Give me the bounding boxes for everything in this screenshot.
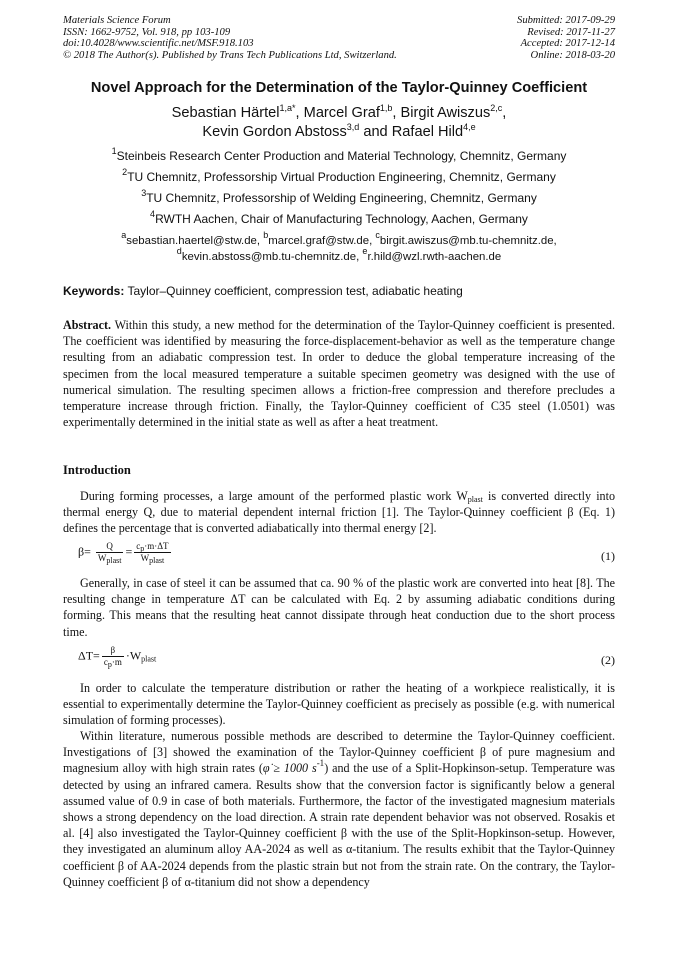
affiliation-marker: 3 [141,188,147,198]
intro-paragraph-2 [63,575,615,640]
superscript: -1 [316,758,325,769]
author-affiliation-marker: 3,d [346,122,360,132]
abstract-text: Within this study, a new method for the determination of the Taylor-Quinney coefficient is presented. The coefficient was identified by measuring the force-displacement-behavior as well as the temperature change resulting from an adiabatic compression test. In order to deduce the global temperature increasing of the specimen from the local measured temperature a suitable specimen geometry was designed with the use of numerical simulation. The resulting specimen allows a friction-free compression and therefore precludes a temperature increase through friction. Finally, the Taylor-Quinney coefficient of C35 steel (1.0501) was experimentally determined in the initial state as well as after a heat treatment. [63,318,615,430]
equals-sign: = [125,544,133,559]
submitted-date: Submitted: 2017-09-29 [517,15,615,26]
abstract-label: Abstract. [63,318,112,332]
denominator-symbol: c [103,657,108,667]
affiliation-marker: 1 [111,146,117,156]
subscript: plast [141,654,157,664]
equation-rest: ·W [125,648,142,663]
author-name: Marcel Graf [303,105,380,121]
doi-line: doi:10.4028/www.scientific.net/MSF.918.103 [63,38,254,50]
denominator-symbol: W [140,553,150,563]
keywords-text: Taylor–Quinney coefficient, compression test, adiabatic heating [127,284,463,298]
issn-line: ISSN: 1662-9752, Vol. 918, pp 103-109 [63,26,231,38]
keywords-label: Keywords: [63,284,125,298]
affiliation-marker: 2 [122,167,128,177]
header-left [63,15,397,61]
equation-number: (1) [601,549,615,563]
subscript: p [140,544,145,553]
equation-2 [78,645,615,668]
author-affiliation-marker: 1,b [379,103,393,113]
email-address[interactable]: sebastian.haertel@stw.de, [126,235,261,247]
affiliation-text: TU Chemnitz, Professorship Virtual Production Engineering, Chemnitz, Germany [127,170,556,184]
equation-number: (2) [601,653,615,667]
strain-rate: φ̇ ≥ 1000 s [262,761,317,776]
numerator-rest: ·m·ΔT [144,541,169,551]
subscript: plast [106,556,122,565]
subscript: p [107,660,112,669]
keywords [63,284,615,298]
accepted-date: Accepted: 2017-12-14 [520,38,615,50]
denominator-symbol: W [97,553,107,563]
denominator [102,657,124,668]
email-address[interactable]: marcel.graf@stw.de, [268,235,373,247]
subscript: plast [149,556,165,565]
numerator-symbol: c [136,541,141,551]
paragraph-text: Generally, in case of steel it can be assumed that ca. 90 % of the plastic work are converted into heat [8]. The resulting change in temperature ΔT can be calculated with Eq. 2 by assuming adiabatic conditions during forming. This means that the resulting heat cannot dissipate through heat conduction due to the short process time. [63,576,615,639]
denominator [134,553,170,564]
affiliation-2 [0,167,678,184]
affiliation-text: Steinbeis Research Center Production and Material Technology, Chemnitz, Germany [116,149,567,163]
paragraph-text: ) and the use of a Split-Hopkinson-setup. Temperature was detected by using an infrared camera. Results show that the conversion factor is significantly below a general assumed value of 0.9 in case of both materials. Furthermore, the factor of the investigated magnesium materials shows a strong dependency on the load direction. A strain rate dependent behavior was not observed. Rosakis et al. [4] also investigated the Taylor-Quinney coefficient β with the use of the Split-Hopkinson-setup. However, they investigated an aluminum alloy AA-2024 as well as α-titanium. The results exhibit that the Taylor-Quinney coefficient β of AA-2024 depends from the plastic strain but not from the strain rate. On the contrary, the Taylor-Quinney coefficient β of α-titanium did not show a dependency [63,761,615,889]
paragraph-text: Within literature, numerous possible methods are described to determine the Taylor-Quinney coefficient. Investigations of [3] showed the examination of the Taylor-Quinney coefficient β of pure magnesium and magnesium alloy with high strain rates ( [63,729,615,776]
email-address[interactable]: kevin.abstoss@mb.tu-chemnitz.de, [181,251,360,263]
affiliation-marker: 4 [150,209,156,219]
affiliation-4 [0,209,678,226]
numerator: Q [96,541,124,553]
equation-lhs: ΔT= [78,648,100,663]
copyright-line: © 2018 The Author(s). Published by Trans Tech Publications Ltd, Switzerland. [63,49,397,61]
email-marker: e [362,246,368,256]
intro-paragraph-4 [63,728,615,890]
email-marker: b [263,230,269,240]
paragraph-text: In order to calculate the temperature distribution or rather the heating of a workpiece realistically, it is essential to experimentally determine the Taylor-Quinney coefficient as precisely as possible (e.g. with numerical simulation of forming processes). [63,681,615,728]
denominator-rest: ·m [111,657,122,667]
section-heading-introduction: Introduction [63,463,131,477]
email-address[interactable]: birgit.awiszus@mb.tu-chemnitz.de, [379,235,557,247]
email-line-1 [0,230,678,249]
equation-fraction [96,541,124,564]
email-marker: d [176,246,182,256]
header-right [517,15,615,61]
intro-paragraph-1 [63,488,615,537]
numerator: β [102,645,124,657]
author-name: Sebastian Härtel [171,105,280,121]
subscript: plast [467,495,483,504]
equation-lhs: β= [78,544,91,559]
journal-name: Materials Science Forum [63,15,171,26]
email-marker: a [121,230,127,240]
paragraph-text: is converted directly into thermal energy Q, due to material dependent internal friction [1]. The Taylor-Quinney coefficient β (Eq. 1) defines the percentage that is converted adiabatically into thermal energy [2]. [63,489,616,536]
affiliation-1 [0,146,678,163]
equation-fraction [134,541,170,564]
author-name: Rafael Hild [391,124,464,140]
author-affiliation-marker: 4,e [463,122,476,132]
denominator [96,553,124,564]
equation-1 [78,541,615,564]
email-list [0,230,678,265]
affiliation-text: RWTH Aachen, Chair of Manufacturing Technology, Aachen, Germany [155,212,528,226]
author-affiliation-marker: 1,a* [279,103,296,113]
author-name: Kevin Gordon Abstoss [202,124,347,140]
author-line-1: Sebastian Härtel$^{1,a*}$, Marcel Graf$^{1,b}$, Birgit Awiszus$^{2,c}$, [171,103,507,121]
email-address[interactable]: r.hild@wzl.rwth-aachen.de [367,251,502,263]
author-list [0,104,678,142]
numerator [134,541,170,553]
author-conjunction: and [363,124,388,140]
paper-title: Novel Approach for the Determination of the Taylor-Quinney Coefficient [90,80,588,96]
email-marker: c [375,230,380,240]
paragraph-text: During forming processes, a large amount of the performed plastic work W [80,489,468,503]
author-affiliation-marker: 2,c [490,103,503,113]
email-line-2 [0,246,678,265]
affiliation-text: TU Chemnitz, Professorship of Welding Engineering, Chemnitz, Germany [146,191,537,205]
online-date: Online: 2018-03-20 [530,49,615,61]
revised-date: Revised: 2017-11-27 [527,26,615,38]
equation-fraction [102,645,124,668]
intro-paragraph-3 [63,680,615,729]
affiliation-3 [0,188,678,205]
abstract [63,317,615,430]
author-line-2 [0,123,678,142]
author-name: Birgit Awiszus [400,105,491,121]
